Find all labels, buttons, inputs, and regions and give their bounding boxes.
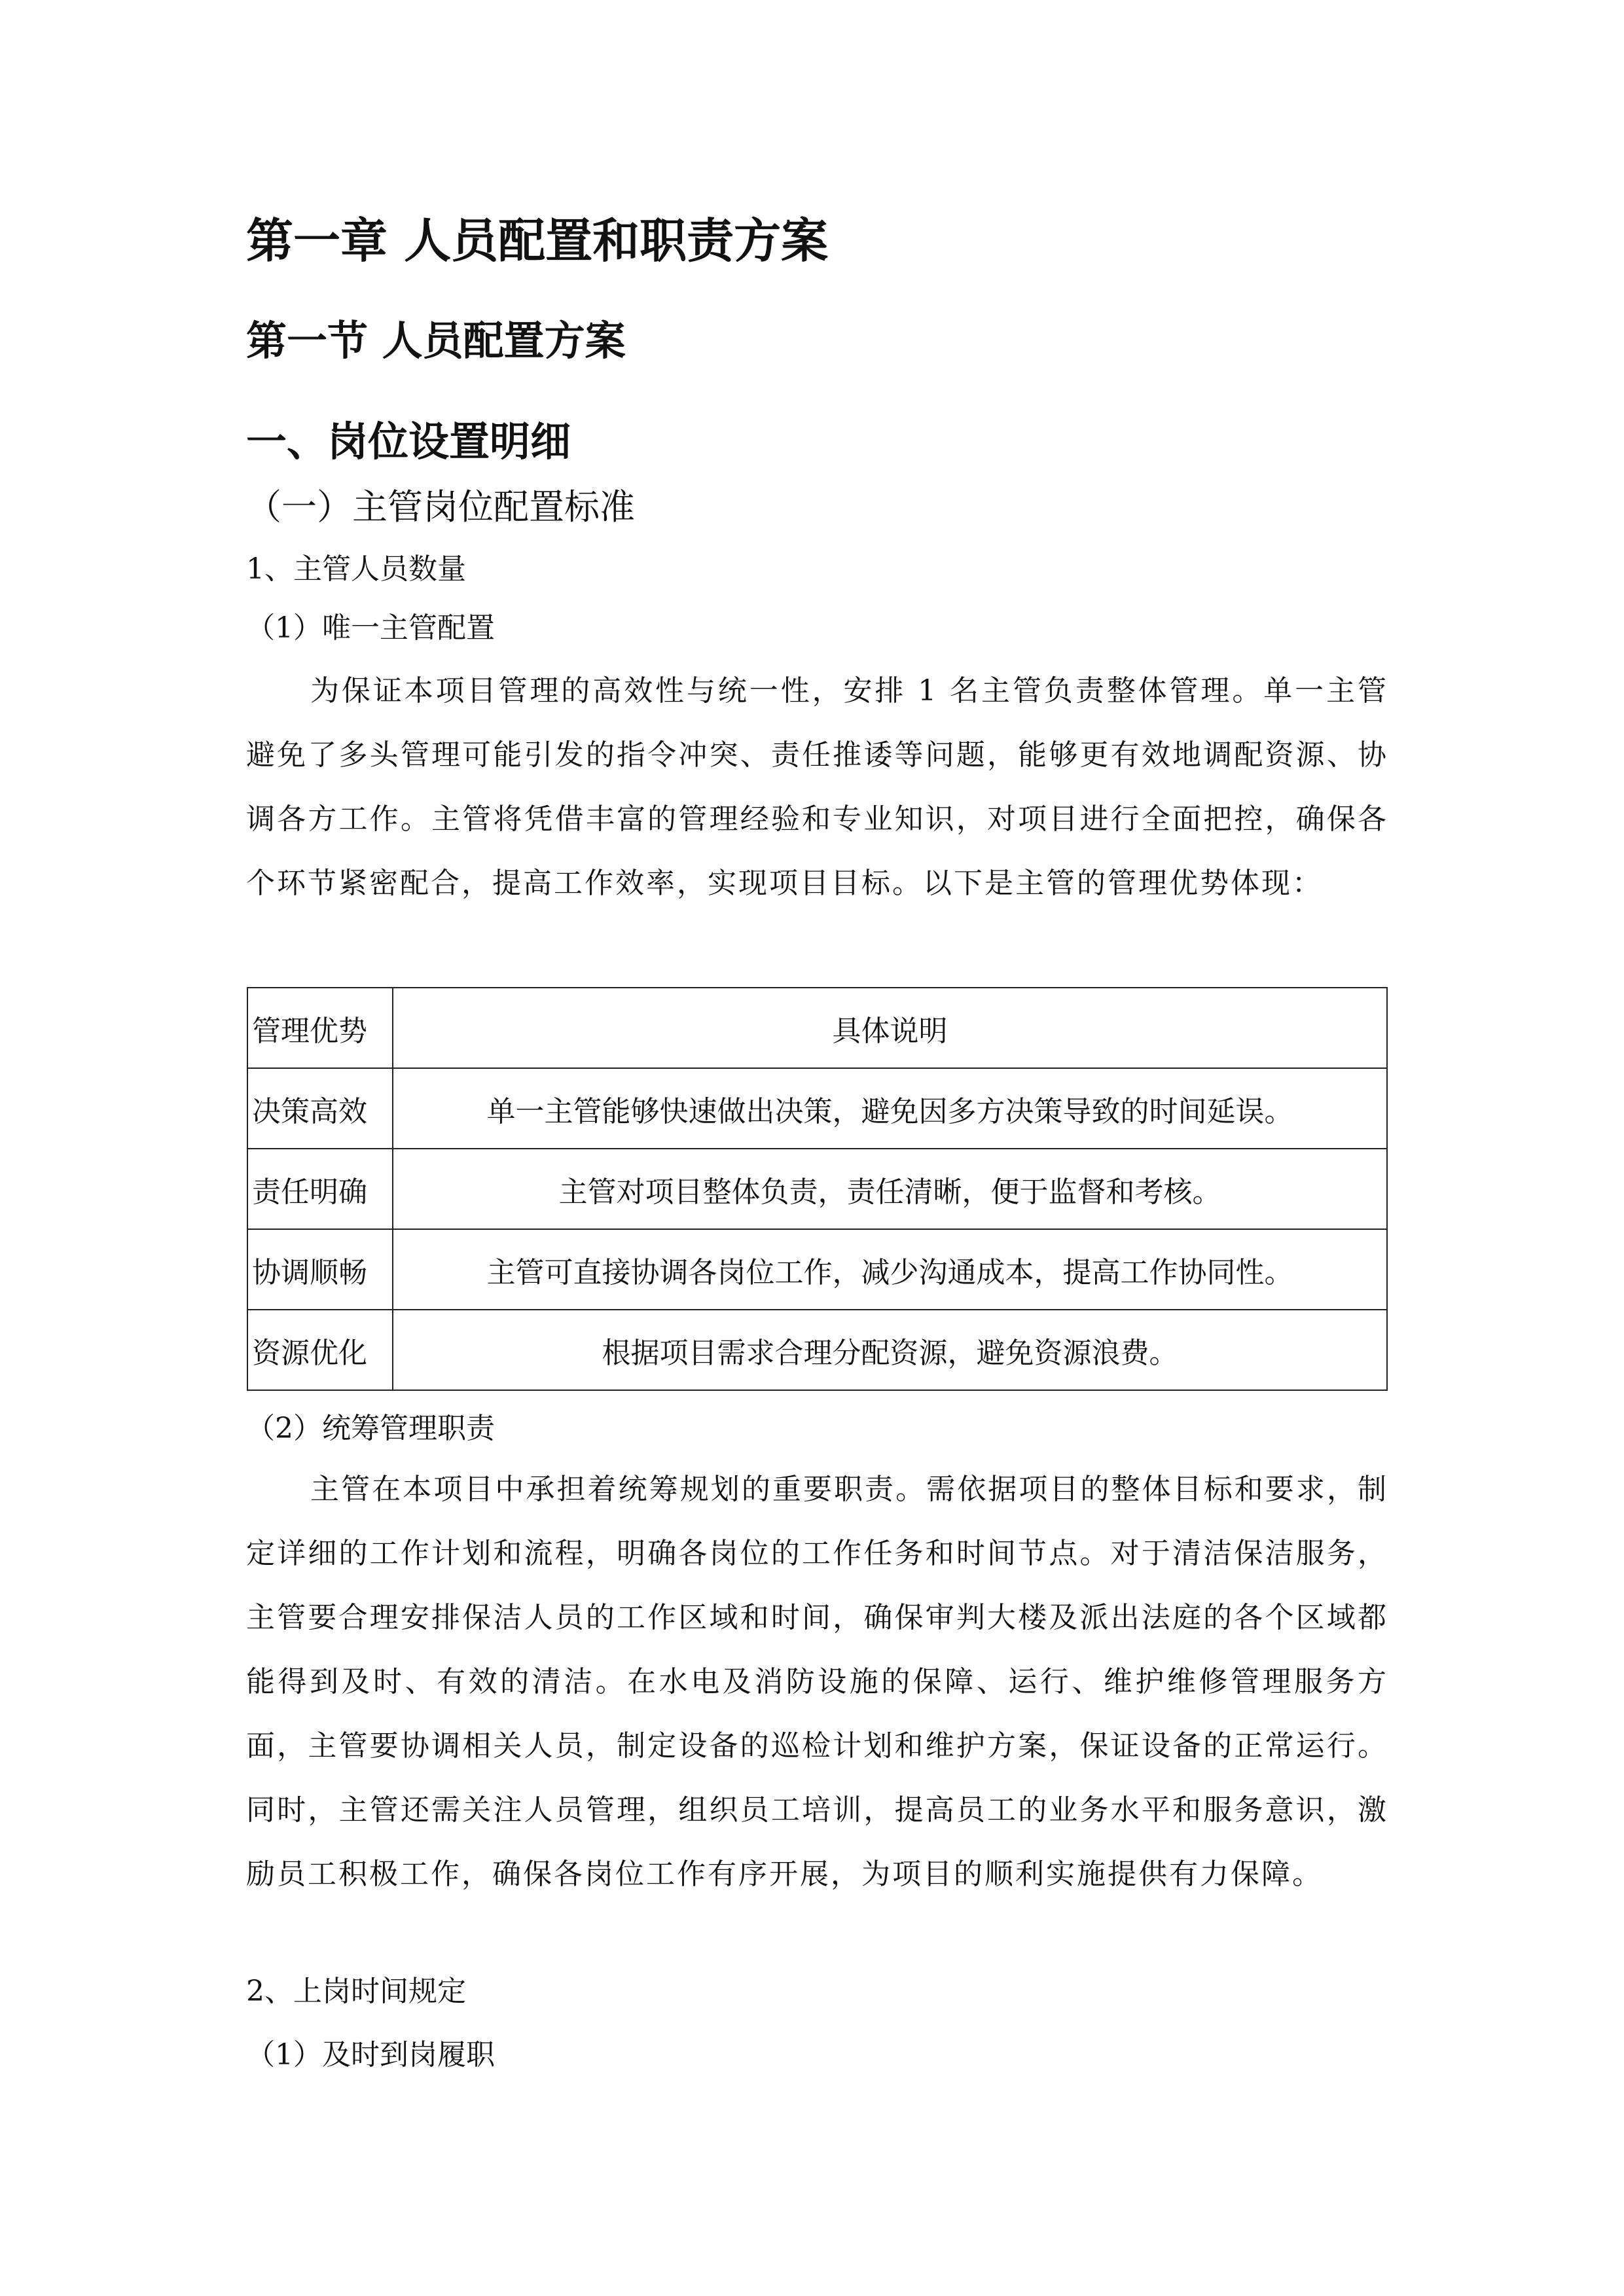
table-row <box>247 1310 1387 1390</box>
heading-coordination-duty: （2）统筹管理职责 <box>246 1412 495 1445</box>
paragraph-coordination-duty: 主管在本项目中承担着统筹规划的重要职责。需依据项目的整体目标和要求，制定详细的工作计划和流程，明确各岗位的工作任务和时间节点。对于清洁保洁服务，主管要合理安排保洁人员的工作区域和时间，确保审判大楼及派出法庭的各个区域都能得到及时、有效的清洁。在水电及消防设施的保障、运行、维护维修管理服务方面，主管要协调相关人员，制定设备的巡检计划和维护方案，保证设备的正常运行。同时，主管还需关注人员管理，组织员工培训，提高员工的业务水平和服务意识，激励员工积极工作，确保各岗位工作有序开展，为项目的顺利实施提供有力保障。 <box>246 1473 1388 1891</box>
advantages-table <box>247 987 1388 1391</box>
table-cell-description: 根据项目需求合理分配资源，避免资源浪费。 <box>393 1310 1387 1390</box>
table-row <box>247 1149 1387 1229</box>
table-header-cell: 具体说明 <box>393 988 1387 1068</box>
section-title: 第一节 人员配置方案 <box>246 317 626 365</box>
table-cell-advantage: 责任明确 <box>247 1149 393 1229</box>
heading-supervisor-standard: （一）主管岗位配置标准 <box>246 486 635 528</box>
table-header-cell: 管理优势 <box>247 988 393 1068</box>
heading-single-supervisor: （1）唯一主管配置 <box>246 611 495 645</box>
heading-arrive-on-time: （1）及时到岗履职 <box>246 2038 495 2072</box>
table-cell-description: 主管对项目整体负责，责任清晰，便于监督和考核。 <box>393 1149 1387 1229</box>
paragraph-single-supervisor: 为保证本项目管理的高效性与统一性，安排 1 名主管负责整体管理。单一主管避免了多头管理可能引发的指令冲突、责任推诿等问题，能够更有效地调配资源、协调各方工作。主管将凭借丰富的管理经验和专业知识，对项目进行全面把控，确保各个环节紧密配合，提高工作效率，实现项目目标。以下是主管的管理优势体现： <box>246 674 1388 900</box>
chapter-title: 第一章 人员配置和职责方案 <box>246 213 829 268</box>
heading-supervisor-count: 1、主管人员数量 <box>246 552 466 586</box>
table-header-row <box>247 988 1387 1068</box>
table-row <box>247 1229 1387 1310</box>
heading-work-time: 2、上岗时间规定 <box>246 1975 466 2008</box>
table-cell-description: 单一主管能够快速做出决策，避免因多方决策导致的时间延误。 <box>393 1068 1387 1149</box>
table-cell-advantage: 资源优化 <box>247 1310 393 1390</box>
table-cell-description: 主管可直接协调各岗位工作，减少沟通成本，提高工作协同性。 <box>393 1229 1387 1310</box>
table-row <box>247 1068 1387 1149</box>
table-cell-advantage: 协调顺畅 <box>247 1229 393 1310</box>
heading-job-settings: 一、岗位设置明细 <box>246 418 571 465</box>
table-cell-advantage: 决策高效 <box>247 1068 393 1149</box>
